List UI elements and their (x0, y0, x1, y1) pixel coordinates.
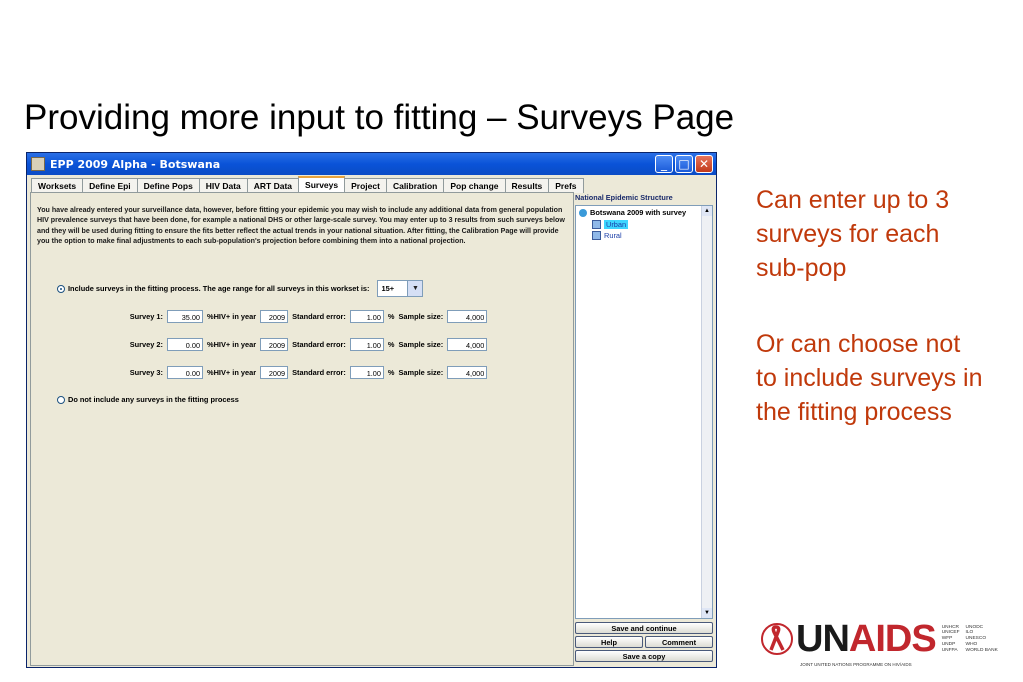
tab-prefs[interactable]: Prefs (548, 178, 583, 193)
hiv-prevalence-input[interactable]: 0.00 (167, 366, 203, 379)
cosponsor: UNICEF (941, 630, 960, 636)
comment-button[interactable]: Comment (645, 636, 713, 648)
tree-node-urban[interactable] (592, 220, 628, 229)
exclude-surveys-radio[interactable] (57, 396, 65, 404)
include-surveys-label[interactable]: Include surveys in the fitting process. The age range for all surveys in this workset is: (68, 284, 370, 293)
percent-label: % (387, 312, 395, 321)
cosponsor: WFP (941, 636, 953, 642)
unaids-logo (760, 618, 998, 667)
standard-error-input[interactable]: 1.00 (350, 338, 384, 351)
hiv-prevalence-input[interactable]: 0.00 (167, 338, 203, 351)
minimize-button[interactable]: _ (655, 155, 673, 173)
logo-aids: AIDS (848, 618, 936, 660)
cosponsor: UNESCO (965, 636, 987, 642)
cosponsor: UNFPA (941, 647, 958, 653)
hiv-year-label: %HIV+ in year (207, 312, 257, 321)
sample-size-label: Sample size: (398, 340, 444, 349)
tree-root-node[interactable] (579, 208, 686, 217)
leaf-icon (592, 220, 601, 229)
logo-un: UN (796, 618, 849, 660)
side-note-surveys-limit: Can enter up to 3 surveys for each sub-pop (756, 186, 950, 282)
maximize-button[interactable]: □ (675, 155, 693, 173)
standard-error-input[interactable]: 1.00 (350, 310, 384, 323)
save-and-continue-button[interactable]: Save and continue (575, 622, 713, 634)
tab-results[interactable]: Results (505, 178, 550, 193)
include-surveys-radio[interactable] (57, 285, 65, 293)
standard-error-label: Standard error: (292, 368, 346, 377)
close-button[interactable]: ✕ (695, 155, 713, 173)
survey-row-3 (127, 366, 487, 379)
slide-title: Providing more input to fitting – Surveys Page (24, 98, 735, 137)
help-button[interactable]: Help (575, 636, 643, 648)
survey-label: Survey 1: (129, 312, 163, 321)
include-surveys-row (57, 280, 423, 297)
tree-node-label: Rural (604, 231, 622, 240)
scroll-down-icon[interactable]: ▼ (702, 608, 712, 618)
ribbon-emblem-icon (760, 620, 794, 658)
leaf-icon (592, 231, 601, 240)
standard-error-label: Standard error: (292, 340, 346, 349)
cosponsor: UNODC (965, 624, 984, 630)
tab-art-data[interactable]: ART Data (247, 178, 299, 193)
tab-define-pops[interactable]: Define Pops (137, 178, 200, 193)
sample-size-input[interactable]: 4,000 (447, 366, 487, 379)
age-range-value: 15+ (381, 284, 395, 293)
cosponsor: UNHCR (941, 624, 960, 630)
hiv-year-label: %HIV+ in year (207, 340, 257, 349)
cosponsor-column-1 (942, 625, 960, 654)
exclude-surveys-row (57, 395, 239, 404)
tab-calibration[interactable]: Calibration (386, 178, 444, 193)
hiv-year-label: %HIV+ in year (207, 368, 257, 377)
tab-bar (31, 178, 583, 192)
standard-error-label: Standard error: (292, 312, 346, 321)
structure-panel (575, 193, 715, 665)
side-note-exclude-option: Or can choose not to include surveys in the fitting process (756, 330, 983, 426)
logo-wordmark (796, 620, 936, 658)
survey-label: Survey 3: (129, 368, 163, 377)
survey-row-1 (127, 310, 487, 323)
cosponsor-column-2 (966, 625, 998, 654)
cosponsor: UNDP (941, 641, 956, 647)
tab-hiv-data[interactable]: HIV Data (199, 178, 248, 193)
tree-root-label: Botswana 2009 with survey (590, 208, 687, 217)
window-titlebar[interactable] (27, 153, 716, 175)
tree-node-label: Urban (606, 220, 627, 229)
age-range-select[interactable] (377, 280, 423, 297)
tab-worksets[interactable]: Worksets (31, 178, 83, 193)
tab-pop-change[interactable]: Pop change (443, 178, 505, 193)
sample-size-label: Sample size: (398, 312, 444, 321)
scroll-up-icon[interactable]: ▲ (702, 206, 712, 216)
survey-year-input[interactable]: 2009 (260, 366, 288, 379)
cosponsor: ILO (965, 630, 974, 636)
logo-tagline: JOINT UNITED NATIONS PROGRAMME ON HIV/AIDS (800, 662, 912, 667)
survey-row-2 (127, 338, 487, 351)
tree-node-rural[interactable] (592, 231, 622, 240)
sample-size-input[interactable]: 4,000 (447, 310, 487, 323)
tab-define-epi[interactable]: Define Epi (82, 178, 138, 193)
structure-panel-title: National Epidemic Structure (575, 193, 673, 202)
app-icon (31, 157, 45, 171)
cosponsor: WHO (965, 641, 978, 647)
chevron-down-icon[interactable]: ▼ (407, 281, 422, 296)
sample-size-label: Sample size: (398, 368, 444, 377)
epidemic-structure-tree (575, 205, 713, 619)
percent-label: % (387, 340, 395, 349)
surveys-panel (30, 192, 574, 666)
sample-size-input[interactable]: 4,000 (447, 338, 487, 351)
exclude-surveys-label[interactable]: Do not include any surveys in the fitting process (68, 395, 239, 404)
hiv-prevalence-input[interactable]: 35.00 (167, 310, 203, 323)
survey-label: Survey 2: (129, 340, 163, 349)
epp-window (26, 152, 717, 668)
standard-error-input[interactable]: 1.00 (350, 366, 384, 379)
window-title: EPP 2009 Alpha - Botswana (50, 157, 221, 171)
percent-label: % (387, 368, 395, 377)
survey-year-input[interactable]: 2009 (260, 310, 288, 323)
intro-text: You have already entered your surveillance data, however, before fitting your epidemic you may wish to include any additional data from general population HIV prevalence surveys that have been done, for example a national DHS or other large-scale survey. You may enter up to 3 results from such surveys below and they will be used during fitting to ensure the fits better reflect the actual trends in your national situation. After fitting, the Calibration Page will provide you the option to make final adjustments to each sub-population's projection before combining them into a national projection. (37, 206, 565, 246)
cosponsor-list (942, 625, 998, 654)
tab-project[interactable]: Project (344, 178, 387, 193)
cosponsor: WORLD BANK (965, 647, 998, 653)
tab-surveys[interactable]: Surveys (298, 176, 345, 194)
survey-year-input[interactable]: 2009 (260, 338, 288, 351)
save-a-copy-button[interactable]: Save a copy (575, 650, 713, 662)
globe-icon (579, 209, 587, 217)
tree-scrollbar[interactable] (701, 206, 712, 618)
